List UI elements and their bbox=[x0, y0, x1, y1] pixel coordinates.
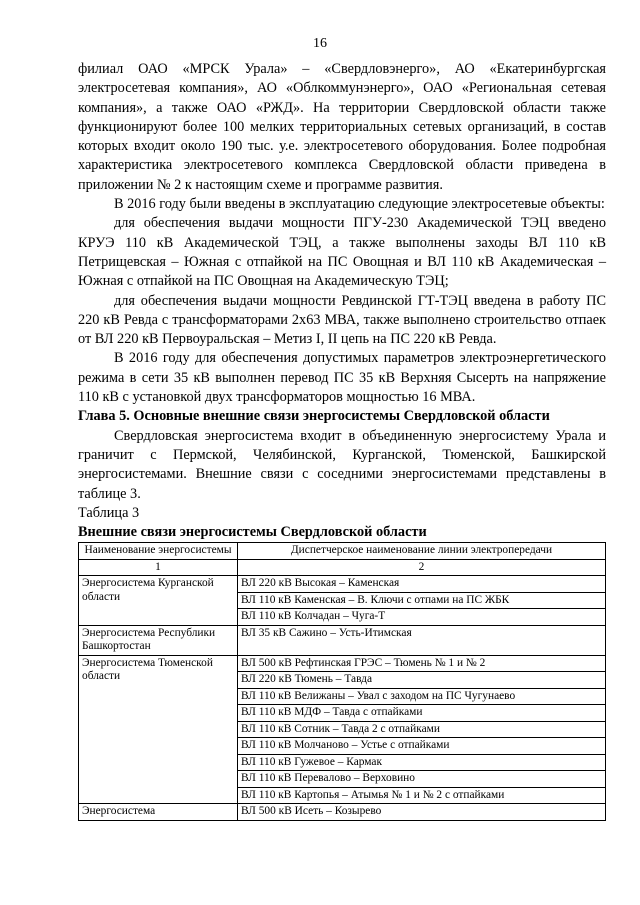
energy-system-cell: Энергосистема Курганской области bbox=[79, 576, 238, 626]
header-line: Диспетчерское наименование линии электропередачи bbox=[238, 543, 606, 560]
table-row bbox=[79, 655, 606, 672]
line-name-cell: ВЛ 500 кВ Исеть – Козырево bbox=[238, 804, 606, 821]
paragraph: для обеспечения выдачи мощности ПГУ-230 Академической ТЭЦ введено КРУЭ 110 кВ Академической ТЭЦ, а также выполнены заходы ВЛ 110 кВ Петрищевская – Южная с отпайкой на ПС Овощная и ВЛ 110 кВ Академическая – Южная с отпайкой на ПС Овощная на Академическую ТЭЦ; bbox=[78, 215, 606, 290]
table-body bbox=[79, 559, 606, 820]
page-number: 16 bbox=[313, 36, 327, 51]
chapter-paragraph: Свердловская энергосистема входит в объединенную энергосистему Урала и граничит с Пермской, Челябинской, Курганской, Тюменской, Башкирской энергосистемами. Внешние связи с соседними энергосистемами представлены в таблице 3. bbox=[78, 427, 606, 502]
line-name-cell: ВЛ 500 кВ Рефтинская ГРЭС – Тюмень № 1 и № 2 bbox=[238, 655, 606, 672]
table-row bbox=[79, 804, 606, 821]
paragraph: В 2016 году для обеспечения допустимых параметров электроэнергетического режима в сети 35 кВ выполнен перевод ПС 35 кВ Верхняя Сысерть на напряжение 110 кВ с установкой двух трансформаторов мощностью 16 МВА. bbox=[78, 350, 606, 406]
paragraph: В 2016 году были введены в эксплуатацию следующие электросетевые объекты: bbox=[114, 196, 605, 213]
paragraph: филиал ОАО «МРСК Урала» – «Свердловэнерго», АО «Екатеринбургская электросетевая компания», АО «Облкоммунэнерго», ОАО «Региональная сетевая компания», а также ОАО «РЖД». На территории Свердловской области также функционируют более 100 мелких территориальных сетевых организаций, в состав которых входит около 190 тыс. у.е. электросетевого оборудования. Более подробная характеристика электросетевого комплекса Свердловской области приведена в приложении № 2 к настоящим схеме и программе развития. bbox=[78, 61, 606, 193]
line-name-cell: ВЛ 110 кВ Колчадан – Чуга-Т bbox=[238, 609, 606, 626]
line-name-cell: ВЛ 110 кВ Гужевое – Кармак bbox=[238, 754, 606, 771]
energy-system-cell: Энергосистема Республики Башкортостан bbox=[79, 625, 238, 655]
energy-system-cell: Энергосистема Тюменской области bbox=[79, 655, 238, 804]
table-row bbox=[79, 625, 606, 655]
line-name-cell: ВЛ 110 кВ Молчаново – Устье с отпайками bbox=[238, 738, 606, 755]
line-name-cell: ВЛ 35 кВ Сажино – Усть-Итимская bbox=[238, 625, 606, 655]
external-ties-table bbox=[78, 542, 606, 821]
paragraph: для обеспечения выдачи мощности Ревдинской ГТ-ТЭЦ введена в работу ПС 220 кВ Ревда с трансформаторами 2х63 МВА, также выполнено строительство отпаек от ВЛ 220 кВ Первоуральская – Метиз I, II цепь на ПС 220 кВ Ревда. bbox=[78, 292, 606, 348]
line-name-cell: ВЛ 110 кВ Каменская – В. Ключи с отпами на ПС ЖБК bbox=[238, 592, 606, 609]
table-header-row bbox=[79, 543, 606, 560]
table-label: Таблица 3 bbox=[78, 504, 140, 521]
column-number: 2 bbox=[238, 559, 606, 576]
table-row bbox=[79, 576, 606, 593]
column-number-row bbox=[79, 559, 606, 576]
column-number: 1 bbox=[79, 559, 238, 576]
line-name-cell: ВЛ 220 кВ Высокая – Каменская bbox=[238, 576, 606, 593]
table-title: Внешние связи энергосистемы Свердловской области bbox=[78, 524, 427, 541]
document-body bbox=[78, 60, 606, 821]
line-name-cell: ВЛ 110 кВ Сотник – Тавда 2 с отпайками bbox=[238, 721, 606, 738]
line-name-cell: ВЛ 110 кВ МДФ – Тавда с отпайками bbox=[238, 705, 606, 722]
header-system: Наименование энергосистемы bbox=[79, 543, 238, 560]
line-name-cell: ВЛ 110 кВ Картопья – Атымья № 1 и № 2 с отпайками bbox=[238, 787, 606, 804]
energy-system-cell: Энергосистема bbox=[79, 804, 238, 821]
chapter-heading: Глава 5. Основные внешние связи энергосистемы Свердловской области bbox=[78, 408, 550, 425]
line-name-cell: ВЛ 110 кВ Перевалово – Верховино bbox=[238, 771, 606, 788]
line-name-cell: ВЛ 110 кВ Велижаны – Увал с заходом на ПС Чугунаево bbox=[238, 688, 606, 705]
line-name-cell: ВЛ 220 кВ Тюмень – Тавда bbox=[238, 672, 606, 689]
